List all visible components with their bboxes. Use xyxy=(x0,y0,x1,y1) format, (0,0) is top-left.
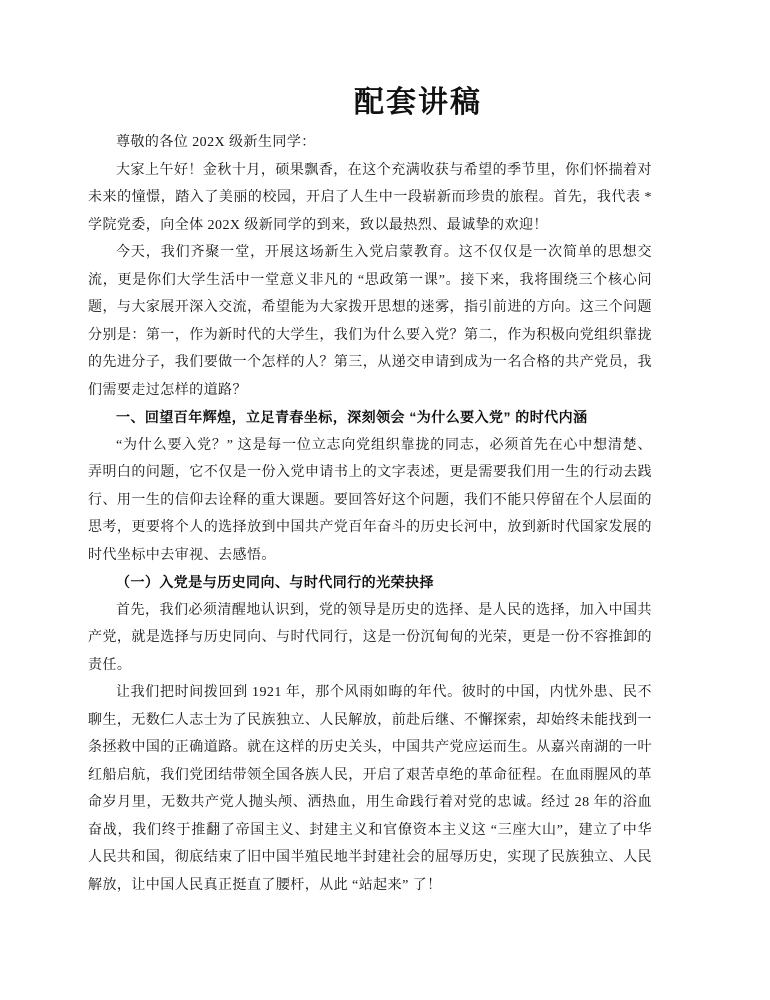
document-title: 配套讲稿 xyxy=(354,86,482,119)
paragraph-salutation: 尊敬的各位 202X 级新生同学： xyxy=(116,135,316,150)
paragraph-why-join-party-meaning: “为什么要入党？” 这是每一位立志向党组织靠拢的同志，必须首先在心中想清楚、弄明白的问题，它不仅是一份入党申请书上的文字表述，更是需要我们用一生的行动去践行、用一生的信仰去诠释的重大课题。要回答好这个问题，我们不能只停留在个人层面的思考，更要将个人的选择放到中国共产党百年奋斗的历史长河中，放到新时代国家发展的时代坐标中去审视、去感悟。 xyxy=(88,437,652,563)
document-content xyxy=(88,86,652,899)
paragraph-historical-choice: 首先，我们必须清醒地认识到，党的领导是历史的选择、是人民的选择，加入中国共产党，就是选择与历史同向、与时代同行，这是一份沉甸甸的光荣，更是一份不容推卸的责任。 xyxy=(88,602,652,673)
paragraph-welcome-greeting: 大家上午好！金秋十月，硕果飘香，在这个充满收获与希望的季节里，你们怀揣着对未来的憧憬，踏入了美丽的校园，开启了人生中一段崭新而珍贵的旅程。首先，我代表 *学院党委，向全体 202X 级新同学的到来，致以最热烈、最诚挚的欢迎！ xyxy=(88,162,652,233)
paragraph-1921-history: 让我们把时间拨回到 1921 年，那个风雨如晦的年代。彼时的中国，内忧外患、民不聊生，无数仁人志士为了民族独立、人民解放，前赴后继、不懈探索，却始终未能找到一条拯救中国的正确道路。就在这样的历史关头，中国共产党应运而生。从嘉兴南湖的一叶红船启航，我们党团结带领全国各族人民，开启了艰苦卓绝的革命征程。在血雨腥风的革命岁月里，无数共产党人抛头颅、洒热血，用生命践行着对党的忠诚。经过 28 年的浴血奋战，我们终于推翻了帝国主义、封建主义和官僚资本主义这 “三座大山”，建立了中华人民共和国，彻底结束了旧中国半殖民地半封建社会的屈辱历史，实现了民族独立、人民解放，让中国人民真正挺直了腰杆，从此 “站起来” 了！ xyxy=(88,685,652,893)
section-heading-why-join-party: 一、回望百年辉煌，立足青春坐标，深刻领会 “为什么要入党” 的时代内涵 xyxy=(116,409,588,425)
paragraph-three-core-questions: 今天，我们齐聚一堂，开展这场新生入党启蒙教育。这不仅仅是一次简单的思想交流，更是你们大学生活中一堂意义非凡的 “思政第一课”。接下来，我将围绕三个核心问题，与大家展开深入交流，希望能为大家拨开思想的迷雾，指引前进的方向。这三个问题分别是：第一，作为新时代的大学生，我们为什么要入党？第二，作为积极向党组织靠拢的先进分子，我们要做一个怎样的人？第三，从递交申请到成为一名合格的共产党员，我们需要走过怎样的道路？ xyxy=(88,245,652,398)
subsection-heading-glorious-choice: （一）入党是与历史同向、与时代同行的光荣抉择 xyxy=(116,574,434,590)
